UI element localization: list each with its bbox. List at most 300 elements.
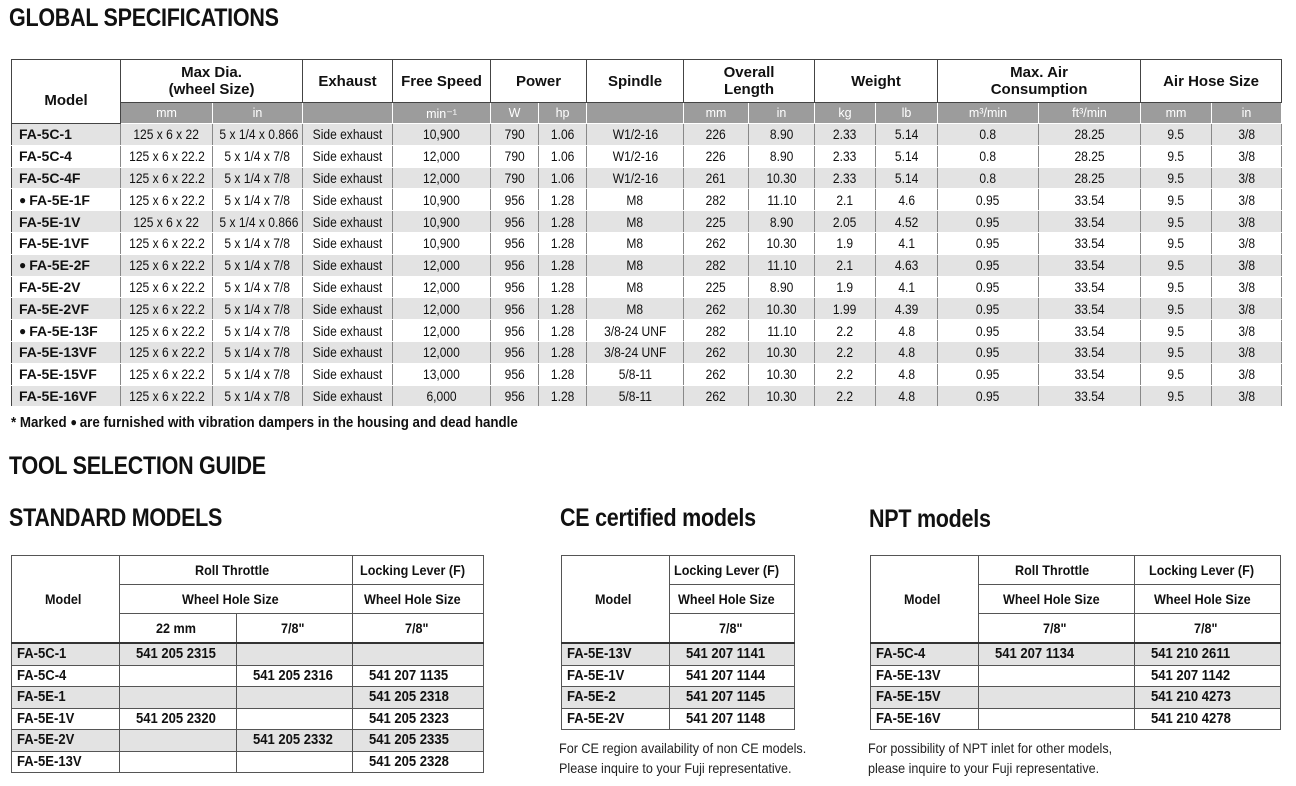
spec-cell: 225 (684, 211, 749, 233)
table-row (12, 363, 1282, 385)
table-row (12, 124, 1282, 146)
bullet-icon: ● (19, 258, 27, 273)
part-number-cell (353, 643, 484, 665)
header-power: Power (491, 60, 587, 103)
spec-cell: 8.90 (749, 145, 815, 167)
ce-footnote: For CE region availability of non CE models. Please inquire to your Fuji representative. (559, 740, 807, 776)
unit-cell: min⁻¹ (393, 103, 491, 124)
spec-cell: 2.33 (815, 145, 876, 167)
table-row (12, 687, 484, 709)
standard-models-table (11, 555, 484, 773)
spec-cell: 9.5 (1141, 341, 1212, 363)
model-cell: FA-5E-1V (12, 708, 120, 730)
spec-cell: 3/8 (1212, 363, 1282, 385)
table-row (12, 298, 1282, 320)
model-cell: FA-5E-2 (562, 687, 670, 709)
spec-cell: M8 (587, 211, 684, 233)
spec-cell: 9.5 (1141, 232, 1212, 254)
spec-cell: 1.28 (539, 298, 587, 320)
spec-cell: M8 (587, 189, 684, 211)
header-wheel-hole-size: Wheel Hole Size (120, 585, 353, 614)
spec-cell: 2.2 (815, 363, 876, 385)
spec-cell: 3/8-24 UNF (587, 341, 684, 363)
spec-cell: 1.28 (539, 320, 587, 342)
spec-cell: 3/8 (1212, 167, 1282, 189)
spec-cell: 10,900 (393, 211, 491, 233)
unit-cell: m³/min (938, 103, 1039, 124)
spec-cell: 4.52 (876, 211, 938, 233)
table-row (12, 145, 1282, 167)
spec-cell: Side exhaust (303, 145, 393, 167)
spec-cell: 3/8 (1212, 320, 1282, 342)
bullet-icon: ● (19, 192, 27, 207)
model-cell: FA-5E-13V (562, 643, 670, 665)
unit-cell (303, 103, 393, 124)
part-number-cell: 541 207 1144 (670, 665, 795, 687)
spec-cell: 6,000 (393, 385, 491, 407)
header-wheel-hole-size: Wheel Hole Size (353, 585, 484, 614)
unit-cell: hp (539, 103, 587, 124)
spec-cell: 2.2 (815, 385, 876, 407)
spec-cell: 5 x 1/4 x 7/8 (213, 276, 303, 298)
unit-cell: in (749, 103, 815, 124)
spec-cell: 10,900 (393, 189, 491, 211)
spec-cell: 5.14 (876, 124, 938, 146)
spec-cell: 12,000 (393, 254, 491, 276)
spec-cell: 262 (684, 232, 749, 254)
spec-cell: 3/8 (1212, 298, 1282, 320)
spec-cell: 13,000 (393, 363, 491, 385)
header-overall-length: Overall Length (684, 60, 815, 103)
spec-cell: 4.39 (876, 298, 938, 320)
spec-cell: 4.1 (876, 276, 938, 298)
spec-cell: 1.28 (539, 276, 587, 298)
spec-cell: 226 (684, 124, 749, 146)
header-free-speed: Free Speed (393, 60, 491, 103)
spec-cell: 3/8 (1212, 211, 1282, 233)
header-model: Model (871, 556, 979, 644)
spec-cell: 33.54 (1039, 341, 1141, 363)
part-number-cell: 541 210 4273 (1135, 687, 1281, 709)
part-number-cell: 541 210 2611 (1135, 643, 1281, 665)
spec-cell: 3/8 (1212, 341, 1282, 363)
spec-cell: 5 x 1/4 x 7/8 (213, 320, 303, 342)
spec-cell: 3/8 (1212, 232, 1282, 254)
spec-cell: 2.33 (815, 167, 876, 189)
vibration-damper-note: * Marked ● are furnished with vibration dampers in the housing and dead handle (11, 415, 518, 431)
spec-cell: 10,900 (393, 124, 491, 146)
spec-cell: 956 (491, 363, 539, 385)
spec-cell: 0.95 (938, 298, 1039, 320)
spec-cell: Side exhaust (303, 341, 393, 363)
model-cell: ● FA-5E-2F (12, 254, 121, 276)
header-model: Model (562, 556, 670, 644)
spec-cell: 1.9 (815, 232, 876, 254)
model-cell: FA-5E-16VF (12, 385, 121, 407)
spec-cell: 2.05 (815, 211, 876, 233)
spec-cell: 5 x 1/4 x 7/8 (213, 363, 303, 385)
model-cell: FA-5C-4 (12, 665, 120, 687)
npt-models-title: NPT models (869, 505, 991, 533)
spec-cell: 125 x 6 x 22.2 (121, 276, 213, 298)
spec-cell: 8.90 (749, 211, 815, 233)
unit-cell: in (1212, 103, 1282, 124)
spec-cell: 262 (684, 385, 749, 407)
spec-cell: 1.28 (539, 211, 587, 233)
spec-cell: 5 x 1/4 x 7/8 (213, 341, 303, 363)
spec-cell: 3/8 (1212, 254, 1282, 276)
spec-cell: 5 x 1/4 x 0.866 (213, 211, 303, 233)
spec-cell: 5/8-11 (587, 363, 684, 385)
spec-cell: 12,000 (393, 145, 491, 167)
table-row (12, 320, 1282, 342)
table-row (12, 276, 1282, 298)
model-cell: FA-5C-4 (871, 643, 979, 665)
table-row (12, 341, 1282, 363)
spec-cell: 3/8 (1212, 145, 1282, 167)
spec-cell: 33.54 (1039, 276, 1141, 298)
model-cell: FA-5E-13V (12, 751, 120, 773)
header-model: Model (12, 60, 121, 124)
table-row (12, 708, 484, 730)
header-locking-lever: Locking Lever (F) (353, 556, 484, 585)
spec-cell: 1.28 (539, 232, 587, 254)
model-cell: FA-5E-1VF (12, 232, 121, 254)
unit-cell: kg (815, 103, 876, 124)
spec-cell: 956 (491, 254, 539, 276)
spec-cell: W1/2-16 (587, 145, 684, 167)
spec-cell: 11.10 (749, 254, 815, 276)
model-cell: FA-5E-13V (871, 665, 979, 687)
table-row (12, 643, 484, 665)
spec-cell: 1.9 (815, 276, 876, 298)
spec-cell: 1.06 (539, 124, 587, 146)
spec-cell: 956 (491, 232, 539, 254)
part-number-cell (237, 751, 353, 773)
table-row (12, 385, 1282, 407)
table-row (871, 687, 1281, 709)
model-cell: FA-5C-1 (12, 643, 120, 665)
part-number-cell (237, 643, 353, 665)
part-number-cell: 541 207 1135 (353, 665, 484, 687)
spec-cell: 10.30 (749, 232, 815, 254)
spec-cell: 0.95 (938, 254, 1039, 276)
table-row (12, 232, 1282, 254)
part-number-cell (120, 730, 237, 752)
spec-cell: 12,000 (393, 276, 491, 298)
table-row (12, 730, 484, 752)
table-row (12, 189, 1282, 211)
ce-models-table (561, 555, 795, 730)
spec-cell: 282 (684, 254, 749, 276)
header-size-7-8: 7/8" (1135, 614, 1281, 644)
standard-models-title: STANDARD MODELS (9, 504, 223, 532)
spec-cell: 33.54 (1039, 254, 1141, 276)
part-number-cell: 541 205 2315 (120, 643, 237, 665)
part-number-cell (979, 708, 1135, 730)
header-max-air-consumption: Max. Air Consumption (938, 60, 1141, 103)
spec-cell: 0.95 (938, 276, 1039, 298)
header-size-22mm: 22 mm (120, 614, 237, 644)
spec-cell: Side exhaust (303, 254, 393, 276)
table-row (12, 211, 1282, 233)
table-row (871, 708, 1281, 730)
global-specifications-table (11, 59, 1282, 407)
spec-cell: 4.1 (876, 232, 938, 254)
spec-cell: M8 (587, 276, 684, 298)
model-cell: FA-5E-1V (562, 665, 670, 687)
header-size-7-8: 7/8" (237, 614, 353, 644)
spec-cell: M8 (587, 298, 684, 320)
spec-cell: 9.5 (1141, 276, 1212, 298)
table-row (12, 167, 1282, 189)
part-number-cell: 541 205 2318 (353, 687, 484, 709)
spec-cell: 12,000 (393, 341, 491, 363)
spec-cell: 125 x 6 x 22.2 (121, 145, 213, 167)
spec-cell: 5 x 1/4 x 7/8 (213, 254, 303, 276)
header-roll-throttle: Roll Throttle (979, 556, 1135, 585)
header-locking-lever: Locking Lever (F) (670, 556, 795, 585)
model-cell: FA-5E-15V (871, 687, 979, 709)
part-number-cell (120, 687, 237, 709)
table-row (562, 708, 795, 730)
spec-cell: 4.8 (876, 320, 938, 342)
part-number-cell (120, 665, 237, 687)
spec-cell: 956 (491, 298, 539, 320)
ce-models-title: CE certified models (560, 504, 756, 532)
spec-cell: W1/2-16 (587, 167, 684, 189)
spec-cell: 5 x 1/4 x 7/8 (213, 189, 303, 211)
spec-cell: 4.8 (876, 363, 938, 385)
spec-cell: Side exhaust (303, 298, 393, 320)
spec-cell: 125 x 6 x 22.2 (121, 167, 213, 189)
part-number-cell: 541 207 1141 (670, 643, 795, 665)
spec-cell: 0.95 (938, 320, 1039, 342)
table-row (562, 665, 795, 687)
spec-cell: 4.8 (876, 341, 938, 363)
spec-cell: 12,000 (393, 167, 491, 189)
spec-cell: 9.5 (1141, 320, 1212, 342)
header-max-dia: Max Dia. (wheel Size) (121, 60, 303, 103)
spec-cell: 0.95 (938, 363, 1039, 385)
spec-cell: 956 (491, 276, 539, 298)
spec-cell: 1.28 (539, 341, 587, 363)
spec-cell: M8 (587, 254, 684, 276)
part-number-cell: 541 207 1145 (670, 687, 795, 709)
part-number-cell: 541 205 2316 (237, 665, 353, 687)
unit-cell: mm (121, 103, 213, 124)
model-cell: FA-5E-1 (12, 687, 120, 709)
spec-cell: 2.33 (815, 124, 876, 146)
spec-cell: 10.30 (749, 363, 815, 385)
spec-cell: 0.8 (938, 145, 1039, 167)
spec-cell: Side exhaust (303, 211, 393, 233)
spec-cell: 3/8-24 UNF (587, 320, 684, 342)
spec-cell: 9.5 (1141, 145, 1212, 167)
unit-cell: mm (1141, 103, 1212, 124)
model-cell: ● FA-5E-1F (12, 189, 121, 211)
spec-cell: 10,900 (393, 232, 491, 254)
table-row (871, 643, 1281, 665)
part-number-cell: 541 205 2328 (353, 751, 484, 773)
spec-cell: 3/8 (1212, 276, 1282, 298)
spec-cell: 28.25 (1039, 124, 1141, 146)
spec-cell: 125 x 6 x 22.2 (121, 320, 213, 342)
spec-cell: 5 x 1/4 x 7/8 (213, 385, 303, 407)
spec-cell: 1.28 (539, 254, 587, 276)
model-cell: FA-5E-13VF (12, 341, 121, 363)
spec-cell: 0.95 (938, 385, 1039, 407)
spec-cell: 33.54 (1039, 363, 1141, 385)
spec-cell: 125 x 6 x 22 (121, 124, 213, 146)
spec-cell: 125 x 6 x 22 (121, 211, 213, 233)
spec-cell: 262 (684, 298, 749, 320)
unit-cell: lb (876, 103, 938, 124)
spec-cell: Side exhaust (303, 124, 393, 146)
spec-cell: 28.25 (1039, 145, 1141, 167)
spec-cell: 0.95 (938, 211, 1039, 233)
header-wheel-hole-size: Wheel Hole Size (670, 585, 795, 614)
tool-selection-guide-title: TOOL SELECTION GUIDE (9, 452, 266, 480)
spec-cell: Side exhaust (303, 363, 393, 385)
spec-cell: 5.14 (876, 167, 938, 189)
table-row (562, 643, 795, 665)
header-locking-lever: Locking Lever (F) (1135, 556, 1281, 585)
spec-cell: 125 x 6 x 22.2 (121, 341, 213, 363)
spec-cell: 125 x 6 x 22.2 (121, 298, 213, 320)
header-weight: Weight (815, 60, 938, 103)
spec-cell: 3/8 (1212, 124, 1282, 146)
spec-cell: Side exhaust (303, 385, 393, 407)
unit-cell: mm (684, 103, 749, 124)
table-row (871, 665, 1281, 687)
spec-cell: 1.99 (815, 298, 876, 320)
unit-cell: in (213, 103, 303, 124)
header-spindle: Spindle (587, 60, 684, 103)
spec-cell: Side exhaust (303, 232, 393, 254)
part-number-cell (979, 665, 1135, 687)
model-cell: FA-5E-2V (12, 276, 121, 298)
part-number-cell (120, 751, 237, 773)
part-number-cell: 541 205 2335 (353, 730, 484, 752)
spec-cell: 1.28 (539, 189, 587, 211)
spec-cell: 28.25 (1039, 167, 1141, 189)
table-row (562, 687, 795, 709)
spec-cell: 9.5 (1141, 124, 1212, 146)
spec-cell: 8.90 (749, 124, 815, 146)
spec-cell: 33.54 (1039, 189, 1141, 211)
global-specifications-title: GLOBAL SPECIFICATIONS (9, 4, 279, 32)
spec-cell: 4.63 (876, 254, 938, 276)
bullet-icon: ● (70, 415, 77, 429)
part-number-cell: 541 205 2332 (237, 730, 353, 752)
spec-cell: 0.8 (938, 124, 1039, 146)
model-cell: FA-5E-15VF (12, 363, 121, 385)
unit-cell (587, 103, 684, 124)
model-cell: FA-5C-4F (12, 167, 121, 189)
spec-cell: 125 x 6 x 22.2 (121, 385, 213, 407)
spec-cell: 5 x 1/4 x 7/8 (213, 298, 303, 320)
spec-cell: Side exhaust (303, 189, 393, 211)
spec-cell: W1/2-16 (587, 124, 684, 146)
bullet-icon: ● (19, 323, 27, 338)
spec-cell: 125 x 6 x 22.2 (121, 363, 213, 385)
spec-cell: 5 x 1/4 x 7/8 (213, 167, 303, 189)
part-number-cell: 541 207 1134 (979, 643, 1135, 665)
spec-cell: 9.5 (1141, 167, 1212, 189)
header-model: Model (12, 556, 120, 644)
spec-cell: 10.30 (749, 385, 815, 407)
spec-cell: 790 (491, 145, 539, 167)
part-number-cell: 541 207 1148 (670, 708, 795, 730)
spec-cell: 9.5 (1141, 363, 1212, 385)
spec-cell: 2.2 (815, 320, 876, 342)
spec-cell: Side exhaust (303, 320, 393, 342)
part-number-cell: 541 207 1142 (1135, 665, 1281, 687)
header-size-7-8: 7/8" (670, 614, 795, 644)
spec-cell: 4.6 (876, 189, 938, 211)
spec-cell: 1.28 (539, 385, 587, 407)
spec-cell: 790 (491, 124, 539, 146)
spec-cell: 33.54 (1039, 298, 1141, 320)
unit-cell: ft³/min (1039, 103, 1141, 124)
header-wheel-hole-size: Wheel Hole Size (979, 585, 1135, 614)
header-roll-throttle: Roll Throttle (120, 556, 353, 585)
part-number-cell: 541 210 4278 (1135, 708, 1281, 730)
spec-cell: 956 (491, 320, 539, 342)
spec-cell: 3/8 (1212, 189, 1282, 211)
unit-cell: W (491, 103, 539, 124)
header-size-7-8: 7/8" (353, 614, 484, 644)
spec-cell: 226 (684, 145, 749, 167)
spec-cell: 2.2 (815, 341, 876, 363)
header-exhaust: Exhaust (303, 60, 393, 103)
header-wheel-hole-size: Wheel Hole Size (1135, 585, 1281, 614)
spec-cell: 9.5 (1141, 298, 1212, 320)
spec-cell: 9.5 (1141, 385, 1212, 407)
table-row (12, 254, 1282, 276)
header-size-7-8: 7/8" (979, 614, 1135, 644)
model-cell: FA-5E-2V (12, 730, 120, 752)
spec-cell: 956 (491, 341, 539, 363)
npt-footnote: For possibility of NPT inlet for other models, please inquire to your Fuji representative. (868, 740, 1113, 776)
spec-cell: 33.54 (1039, 211, 1141, 233)
spec-cell: 0.95 (938, 341, 1039, 363)
spec-cell: 5 x 1/4 x 7/8 (213, 232, 303, 254)
spec-cell: 10.30 (749, 298, 815, 320)
spec-cell: 1.06 (539, 167, 587, 189)
table-row (12, 665, 484, 687)
spec-cell: 33.54 (1039, 232, 1141, 254)
table-row (12, 751, 484, 773)
spec-cell: 12,000 (393, 298, 491, 320)
spec-cell: 125 x 6 x 22.2 (121, 254, 213, 276)
spec-cell: 11.10 (749, 189, 815, 211)
spec-cell: 282 (684, 320, 749, 342)
spec-cell: 5.14 (876, 145, 938, 167)
spec-cell: 0.95 (938, 189, 1039, 211)
part-number-cell (237, 687, 353, 709)
spec-cell: 8.90 (749, 276, 815, 298)
spec-cell: 2.1 (815, 189, 876, 211)
spec-cell: 956 (491, 211, 539, 233)
spec-cell: 261 (684, 167, 749, 189)
spec-cell: 9.5 (1141, 189, 1212, 211)
spec-cell: 125 x 6 x 22.2 (121, 232, 213, 254)
spec-cell: 33.54 (1039, 385, 1141, 407)
spec-cell: 11.10 (749, 320, 815, 342)
model-cell: FA-5E-1V (12, 211, 121, 233)
